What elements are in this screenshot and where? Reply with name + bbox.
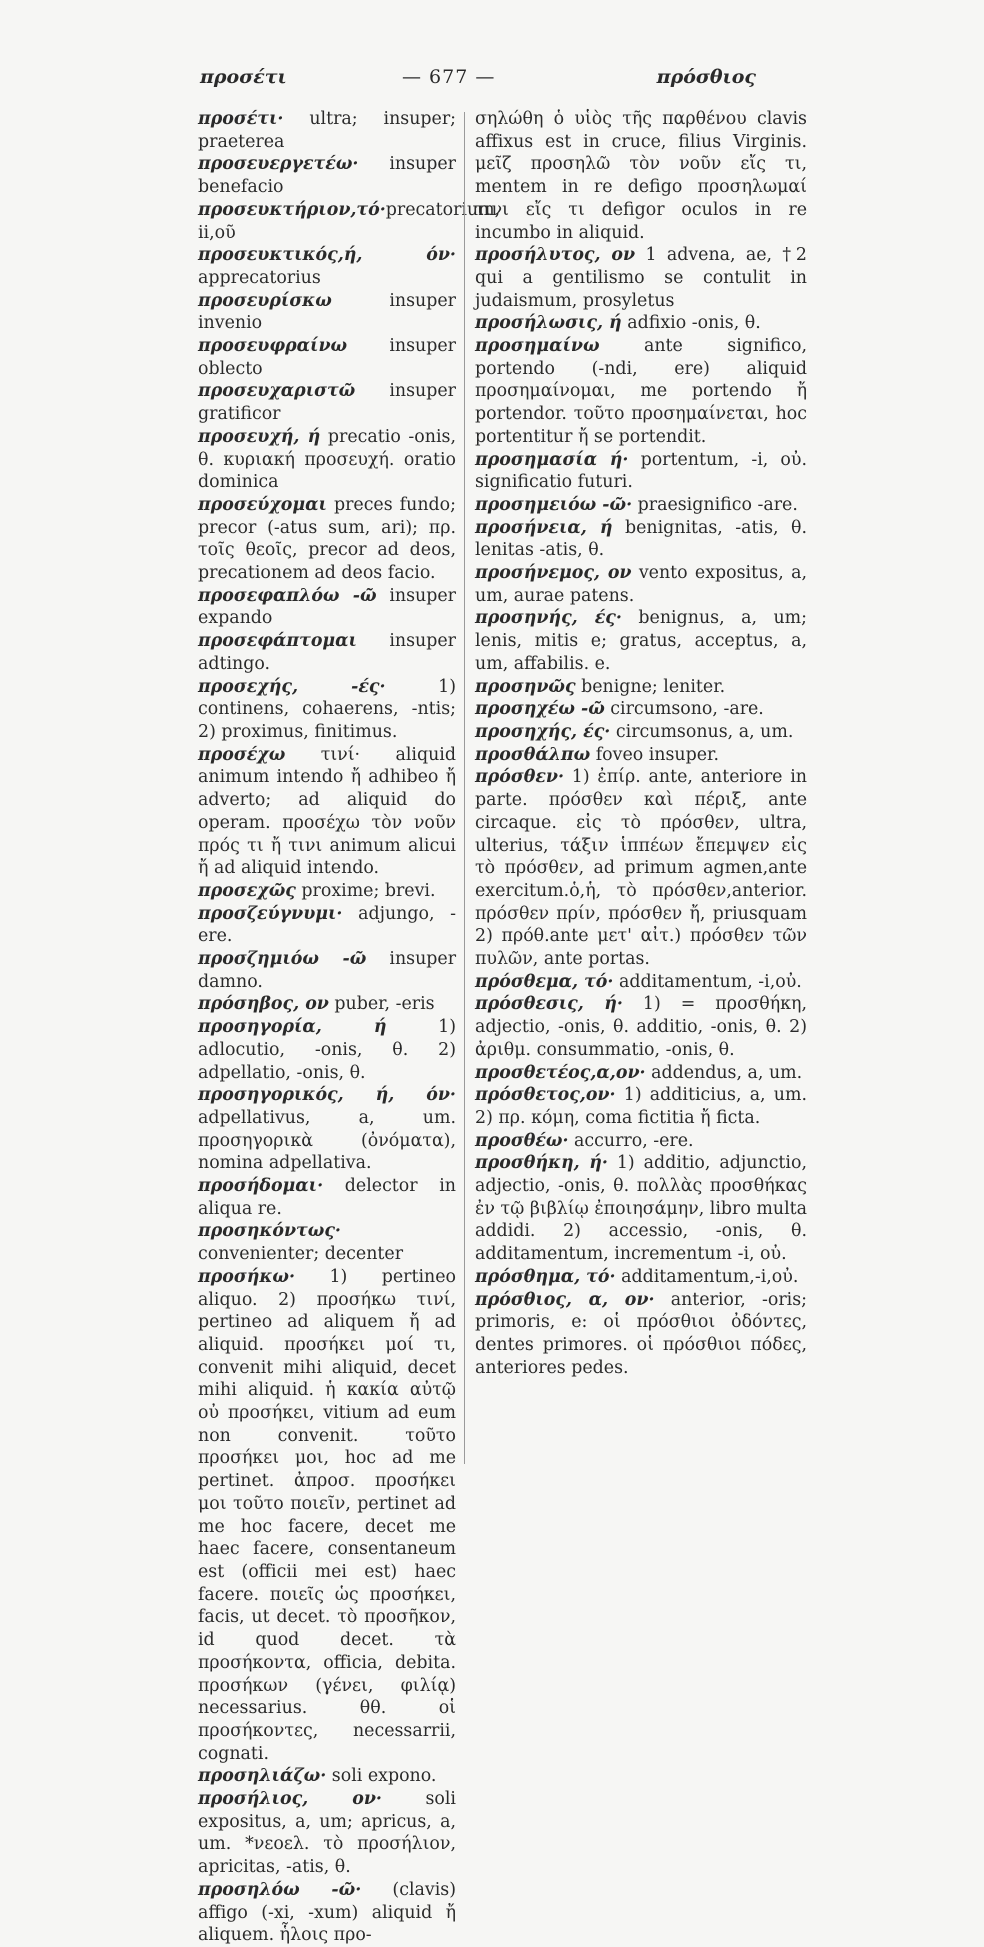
dictionary-entry xyxy=(475,1266,807,1289)
entry-definition: precatio -onis, θ. κυριακή προσευχή. oratio dominica xyxy=(198,426,456,493)
entry-definition: additamentum, -i,οὐ. xyxy=(613,971,802,992)
dictionary-entry xyxy=(198,1879,456,1947)
entry-headword: προσηνῶς xyxy=(475,676,576,697)
entry-headword: προσήλωσις, ή xyxy=(475,313,622,334)
entry-headword: προσημειόω -ῶ· xyxy=(475,494,633,515)
dictionary-entry xyxy=(198,744,456,880)
entry-definition: 1) continens, cohaerens, -ntis; 2) proximus, finitimus. xyxy=(198,676,456,742)
dictionary-entry xyxy=(198,993,456,1016)
dictionary-entry xyxy=(198,426,456,494)
dictionary-entry xyxy=(198,290,456,335)
entry-definition: puber, -eris xyxy=(328,994,435,1015)
entry-headword: προσθετέος,α,ον· xyxy=(475,1062,646,1083)
entry-definition: additamentum,-i,οὐ. xyxy=(615,1266,799,1287)
dictionary-entry xyxy=(198,1016,456,1084)
dictionary-entry xyxy=(198,1266,456,1765)
entry-definition: insuper benefacio xyxy=(198,154,456,198)
entry-definition: benignitas, -atis, θ. lenitas -atis, θ. xyxy=(475,517,807,561)
entry-headword: προσήνεμος, ον xyxy=(475,563,632,584)
entry-definition: accurro, -ere. xyxy=(568,1130,694,1151)
entry-definition: adpellativus, a, um. προσηγορικὰ (ὀνόματα), nomina adpellativa. xyxy=(198,1107,456,1174)
entry-headword: προσημασία ή· xyxy=(475,449,629,470)
entry-definition: addendus, a, um. xyxy=(645,1062,803,1083)
dictionary-entry xyxy=(475,993,807,1061)
entry-definition: 1 advena, ae, †2 qui a gentilismo se contulit in judaismum, prosyletus xyxy=(475,245,807,311)
entry-headword: προσεφαπλόω -ῶ xyxy=(198,585,377,606)
entry-definition: vento expositus, a, um, aurae patens. xyxy=(475,563,807,606)
page-number: — 677 — xyxy=(402,66,496,88)
entry-definition: σηλώθη ὁ υἱὸς τῆς παρθένου clavis affixus est in cruce, filius Virginis. μεῖζ προσηλῶ τὸν νοῦν εἴς τι, mentem in re defigo προσηλωμαί τινι εἴς τι defigor oculos in re incumbo in aliquid. xyxy=(475,109,807,243)
entry-definition: adjungo, -ere. xyxy=(198,903,456,947)
entry-headword: προσευκτήριον,τό· xyxy=(198,199,386,220)
dictionary-entry xyxy=(198,199,501,244)
entry-headword: προσθέω· xyxy=(475,1130,569,1151)
dictionary-entry xyxy=(475,1289,807,1380)
dictionary-entry xyxy=(475,744,807,767)
entry-definition: foveo insuper. xyxy=(590,744,719,765)
entry-headword: πρόσθεμα, τό· xyxy=(475,971,614,992)
dictionary-entry xyxy=(475,517,807,562)
dictionary-entry xyxy=(198,585,456,630)
dictionary-entry xyxy=(475,312,807,335)
entry-definition: soli expono. xyxy=(326,1766,437,1787)
entry-headword: προσήκω· xyxy=(198,1266,296,1287)
dictionary-entry xyxy=(198,630,456,675)
dictionary-entry xyxy=(198,108,456,153)
header-left-guideword: προσέτι xyxy=(200,66,287,88)
dictionary-entry xyxy=(475,244,807,312)
dictionary-entry xyxy=(198,1788,456,1879)
entry-headword: πρόσθεσις, ή· xyxy=(475,994,623,1015)
entry-definition: benigne; leniter. xyxy=(575,676,726,697)
entry-headword: πρόσθιος, α, ον· xyxy=(475,1289,655,1310)
entry-definition: soli expositus, a, um; apricus, a, um. *νεοελ. τὸ προσήλιον, apricitas, -atis, θ. xyxy=(198,1789,456,1878)
entry-headword: πρόσηβος, ον xyxy=(198,994,329,1015)
dictionary-entry xyxy=(198,1084,456,1175)
dictionary-entry xyxy=(475,698,807,721)
entry-definition: 1) = προσθήκη, adjectio, -onis, θ. additio, -onis, θ. 2) ἀριθμ. consummatio, -onis, θ. xyxy=(475,994,807,1060)
entry-definition: circumsono, -are. xyxy=(604,699,764,720)
entry-headword: πρόσθεν· xyxy=(475,767,565,788)
entry-definition: preces fundo; precor (-atus sum, ari); πρ. τοῖς θεοῖς, precor ad deos, precationem ad deos facio. xyxy=(198,494,456,584)
entry-headword: προσεχής, -ές· xyxy=(198,676,386,697)
entry-headword: προσθάλπω xyxy=(475,744,591,765)
dictionary-entry xyxy=(198,676,456,744)
entry-definition: ultra; insuper; praeterea xyxy=(198,109,456,152)
entry-definition: 1) additio, adjunctio, adjectio, -onis, θ. πολλὰς προσθήκας ἐν τῷ βιβλίῳ ἐποιησάμην, libro multa addidi. 2) accessio, -onis, θ. additamentum, incrementum -i, οὐ. xyxy=(475,1153,807,1265)
left-column xyxy=(198,108,501,1946)
entry-definition: apprecatorius xyxy=(198,267,321,288)
dictionary-entry xyxy=(475,1084,807,1129)
entry-headword: πρόσθετος,ον· xyxy=(475,1085,616,1106)
entry-definition: insuper adtingo. xyxy=(198,631,456,674)
dictionary-entry xyxy=(475,335,807,449)
entry-headword: προσήνεια, ή xyxy=(475,517,613,538)
entry-headword: προσηχέω -ῶ xyxy=(475,699,605,720)
entry-definition: (clavis) affigo (-xi, -xum) aliquid ἤ aliquem. ἧλοις προ- xyxy=(198,1879,456,1946)
entry-headword: προσήλιος, ον· xyxy=(198,1789,382,1810)
dictionary-entry xyxy=(198,244,456,289)
dictionary-entry xyxy=(198,1220,456,1265)
entry-headword: προσεχῶς xyxy=(198,880,296,901)
entry-definition: praesignifico -are. xyxy=(632,494,798,515)
right-column xyxy=(475,108,807,1473)
entry-headword: προσευχή, ή xyxy=(198,426,321,447)
dictionary-entry xyxy=(198,380,456,425)
entry-headword: προσζημιόω -ῶ xyxy=(198,949,367,970)
entry-headword: προσηγορία, ή xyxy=(198,1017,387,1038)
entry-headword: πρόσθημα, τό· xyxy=(475,1266,616,1287)
entry-headword: προσήλυτος, ον xyxy=(475,245,636,266)
entry-headword: προσέτι· xyxy=(198,109,284,129)
dictionary-entry xyxy=(475,1152,807,1266)
entry-headword: προσεφάπτομαι xyxy=(198,631,357,652)
entry-definition: insuper expando xyxy=(198,585,456,629)
dictionary-entry xyxy=(475,108,807,244)
dictionary-entry xyxy=(198,1175,456,1220)
entry-headword: προσηλόω -ῶ· xyxy=(198,1879,362,1900)
entry-headword: προσηκόντως· xyxy=(198,1221,341,1242)
dictionary-entry xyxy=(475,1062,807,1085)
entry-definition: benignus, a, um; lenis, mitis e; gratus, acceptus, a, um, affabilis. e. xyxy=(475,608,807,674)
entry-definition: adfixio -onis, θ. xyxy=(621,313,761,334)
column-divider xyxy=(464,112,465,1464)
entry-definition: delector in aliqua re. xyxy=(198,1176,456,1219)
entry-definition: convenienter; decenter xyxy=(198,1244,404,1265)
entry-definition: circumsonus, a, um. xyxy=(610,721,794,742)
entry-headword: προσθήκη, ή· xyxy=(475,1153,608,1174)
dictionary-entry xyxy=(475,971,807,994)
entry-definition: insuper oblecto xyxy=(198,336,456,379)
entry-headword: προσευρίσκω xyxy=(198,290,332,311)
entry-headword: προσευεργετέω· xyxy=(198,154,359,175)
dictionary-entry xyxy=(475,449,807,494)
dictionary-entry xyxy=(198,948,456,993)
entry-headword: προσηλιάζω· xyxy=(198,1766,327,1787)
entry-headword: προσευχαριστῶ xyxy=(198,381,356,402)
entry-definition: anterior, -oris; primoris, e: οἱ πρόσθιοι ὀδόντες, dentes primores. οἱ πρόσθιοι πόδες, anteriores pedes. xyxy=(475,1289,807,1378)
dictionary-entry xyxy=(198,494,456,585)
dictionary-entry xyxy=(198,880,456,903)
entry-definition: proxime; brevi. xyxy=(295,880,436,901)
entry-definition: ante significo, portendo (-ndi, ere) aliquid προσημαίνομαι, me portendo ἤ portendor. τοῦτο προσημαίνεται, hoc portentitur ἤ se portendit. xyxy=(475,336,807,447)
entry-headword: προσευκτικός,ή, όν· xyxy=(198,245,456,266)
running-header xyxy=(200,66,756,96)
entry-definition: 1) adlocutio, -onis, θ. 2) adpellatio, -onis, θ. xyxy=(198,1017,456,1083)
dictionary-entry xyxy=(198,903,456,948)
entry-definition: τινί· aliquid animum intendo ἤ adhibeo ἤ adverto; ad aliquid do operam. προσέχω τὸν νοῦν πρός τι ἤ τινι animum alicui ἤ ad aliquid intendo. xyxy=(198,744,456,879)
dictionary-entry xyxy=(198,153,456,198)
entry-headword: προσζεύγνυμι· xyxy=(198,903,343,924)
dictionary-entry xyxy=(475,494,807,517)
dictionary-entry xyxy=(475,766,807,970)
dictionary-entry xyxy=(475,607,807,675)
entry-headword: προσηγορικός, ή, όν· xyxy=(198,1085,456,1106)
entry-headword: προσηχής, ές· xyxy=(475,721,611,742)
entry-definition: insuper invenio xyxy=(198,290,456,334)
dictionary-entry xyxy=(475,562,807,607)
entry-definition: 1) additicius, a, um. 2) πρ. κόμη, coma fictitia ἤ ficta. xyxy=(475,1085,807,1128)
entry-headword: προσεύχομαι xyxy=(198,494,327,515)
entry-definition: precatorium, ii,οῦ xyxy=(198,199,501,243)
entry-headword: προσέχω xyxy=(198,744,286,765)
dictionary-entry xyxy=(475,1130,807,1153)
entry-definition: portentum, -i, οὐ. significatio futuri. xyxy=(475,449,807,493)
dictionary-entry xyxy=(475,721,807,744)
entry-definition: 1) pertineo aliquo. 2) προσήκω τινί, pertineo ad aliquem ἤ ad aliquid. προσήκει μοί τι, convenit mihi aliquid, decet mihi aliquid. ἡ κακία αὐτῷ οὐ προσήκει, vitium ad eum non convenit. τοῦτο προσήκει μοι, hoc ad me pertinet. ἀπροσ. προσήκει μοι τοῦτο ποιεῖν, pertinet ad me hoc facere, decet me haec facere, consentaneum est (officii mei est) haec facere. ποιεῖς ὡς προσήκει, facis, ut decet. τὸ προσῆκον, id quod decet. τὰ προσήκοντα, officia, debita. προσήκων (γένει, φιλίᾳ) necessarius. θθ. οἱ προσήκοντες, necessarrii, cognati. xyxy=(198,1266,456,1764)
entry-definition: 1) ἐπίρ. ante, anteriore in parte. πρόσθεν καὶ πέριξ, ante circaque. εἰς τὸ πρόσθεν, ultra, ulterius, τάξιν ἱππέων ἔπεμψεν εἰς τὸ πρόσθεν, ad primum agmen,ante exercitum.ὁ,ἡ, τὸ πρόσθεν,anterior. πρόσθεν πρίν, πρόσθεν ἤ, priusquam 2) πρόθ.ante μετ' αἰτ.) πρόσθεν τῶν πυλῶν, ante portas. xyxy=(475,767,807,970)
entry-headword: προσευφραίνω xyxy=(198,336,348,357)
entry-headword: προσήδομαι· xyxy=(198,1176,324,1197)
entry-headword: προσημαίνω xyxy=(475,336,600,357)
dictionary-entry xyxy=(475,676,807,699)
header-right-guideword: πρόσθιος xyxy=(656,66,756,88)
entry-definition: insuper damno. xyxy=(198,949,457,992)
dictionary-entry xyxy=(198,1765,456,1788)
dictionary-entry xyxy=(198,335,456,380)
entry-definition: insuper gratificor xyxy=(198,381,456,425)
entry-headword: προσηνής, ές· xyxy=(475,608,622,629)
